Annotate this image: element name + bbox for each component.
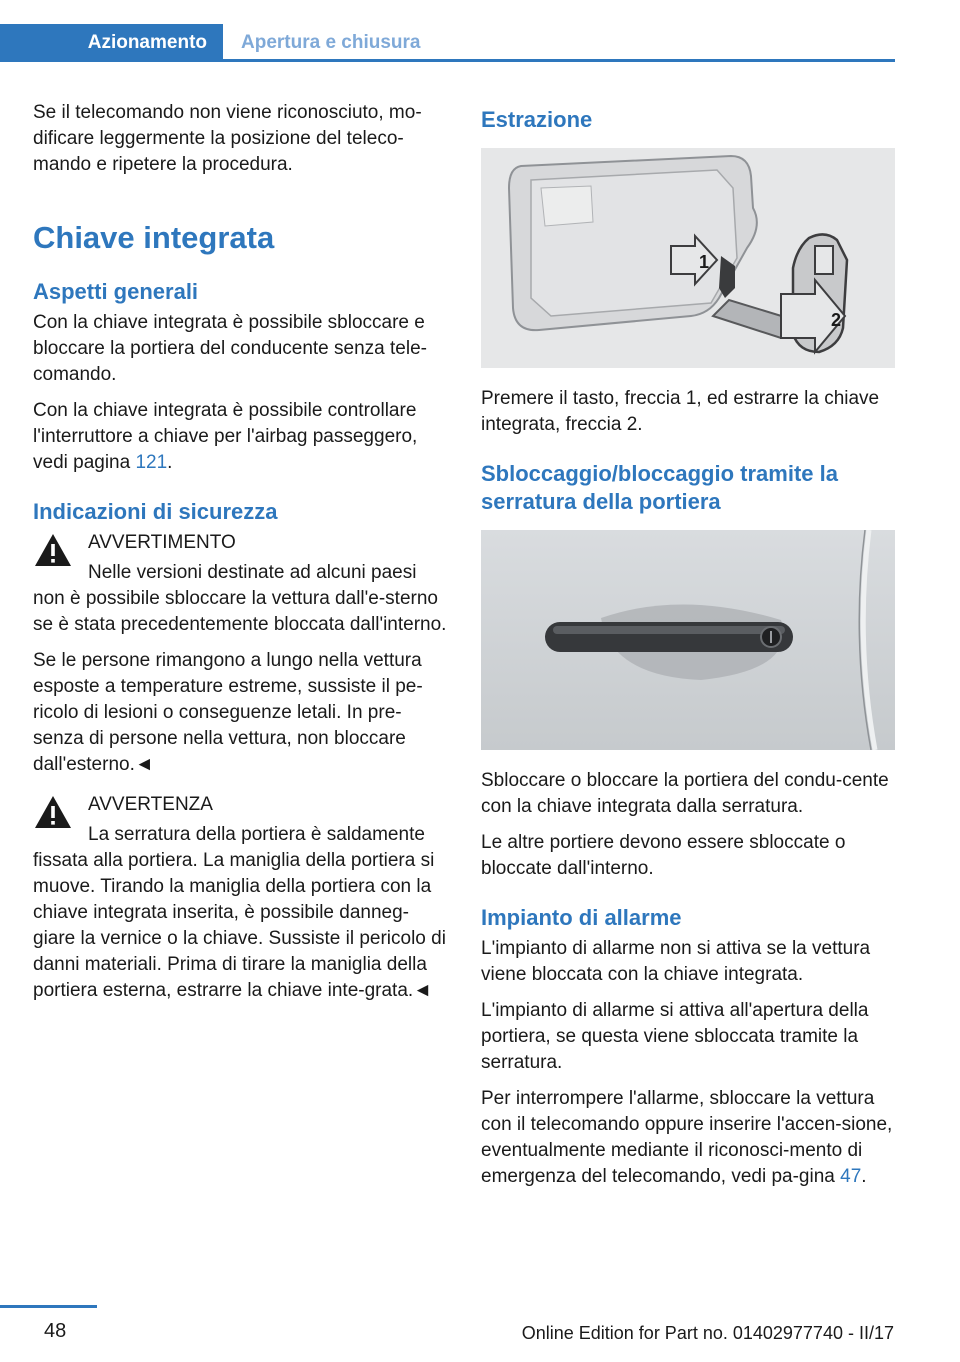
figure-label-arrow-2: 2 [831, 310, 842, 330]
aspetti-paragraph-2: Con la chiave integrata è possibile controllare l'interruttore a chiave per l'airbag passeggero, vedi pagina 121. [33, 400, 418, 473]
page-link-47[interactable]: 47 [840, 1166, 862, 1187]
warning-triangle-icon [33, 794, 73, 830]
figure-label-arrow-1: 1 [699, 252, 710, 272]
sblocco-paragraph-1: Sbloccare o bloccare la portiera del condu-cente con la chiave integrata dalla serratura. [481, 770, 889, 817]
right-column [481, 100, 895, 1200]
heading-indicazioni-sicurezza: Indicazioni di sicurezza [33, 499, 278, 524]
warning-triangle-icon [33, 532, 73, 568]
key-extraction-figure [481, 148, 895, 368]
intro-paragraph: Se il telecomando non viene riconosciuto, mo-dificare leggermente la posizione del teleco-mando e ripetere la procedura. [33, 102, 422, 175]
aspetti-paragraph-1: Con la chiave integrata è possibile sbloccare e bloccare la portiera del conducente senza tele-comando. [33, 312, 427, 385]
allarme-paragraph-2: L'impianto di allarme si attiva all'apertura della portiera, se questa viene sbloccata tramite la serratura. [481, 1000, 869, 1073]
left-column [33, 100, 447, 1014]
warning-title-avvertenza: AVVERTENZA [88, 794, 213, 815]
warning-title-avvertimento: AVVERTIMENTO [88, 532, 236, 553]
edition-note: Online Edition for Part no. 01402977740 - II/17 [521, 1323, 894, 1343]
sblocco-paragraph-2: Le altre portiere devono essere sbloccate o bloccate dall'interno. [481, 832, 846, 879]
page-link-121[interactable]: 121 [135, 452, 168, 473]
heading-impianto-allarme: Impianto di allarme [481, 905, 682, 930]
header-rule [223, 59, 895, 62]
heading-sbloccaggio: Sbloccaggio/bloccaggio tramite la serratura della portiera [481, 461, 838, 514]
allarme-paragraph-3: Per interrompere l'allarme, sbloccare la vettura con il telecomando oppure inserire l'accen-sione, eventualmente mediante il riconosci-mento di emergenza del telecomando, vedi pa-gina 47. [481, 1088, 893, 1187]
warning-1-paragraph-2: Se le persone rimangono a lungo nella vettura esposte a temperature estreme, sussiste il pe-ricolo di lesioni o conseguenze letali. In pre-senza di persone nella vettura, non bloccare dall'esterno.◄ [33, 650, 423, 775]
tab-azionamento[interactable]: Azionamento [0, 24, 223, 62]
heading-aspetti-generali: Aspetti generali [33, 279, 199, 304]
estrazione-caption: Premere il tasto, freccia 1, ed estrarre la chiave integrata, freccia 2. [481, 388, 880, 435]
door-handle-figure [481, 530, 895, 750]
tab-apertura-chiusura[interactable]: Apertura e chiusura [241, 32, 421, 53]
warning-block-1 [33, 530, 447, 638]
section-title-chiave-integrata: Chiave integrata [33, 220, 275, 255]
allarme-paragraph-1: L'impianto di allarme non si attiva se la vettura viene bloccata con la chiave integrata. [481, 938, 871, 985]
footer-rule [0, 1305, 97, 1308]
heading-estrazione: Estrazione [481, 107, 593, 132]
warning-2-paragraph-1: La serratura della portiera è saldamente fissata alla portiera. La maniglia della portiera si muove. Tirando la maniglia della portiera con la chiave integrata inserita, è possibile danneg-giare la vernice o la chiave. Sussiste il pericolo di danni materiali. Prima di tirare la maniglia della portiera esterna, estrarre la chiave inte-grata.◄ [33, 824, 446, 1001]
page-header [0, 24, 895, 62]
warning-block-2 [33, 792, 447, 1004]
page-number: 48 [44, 1320, 67, 1342]
warning-1-paragraph-1: Nelle versioni destinate ad alcuni paesi non è possibile sbloccare la vettura dall'e-sterno se è stata precedentemente bloccata dall'interno. [33, 562, 447, 635]
